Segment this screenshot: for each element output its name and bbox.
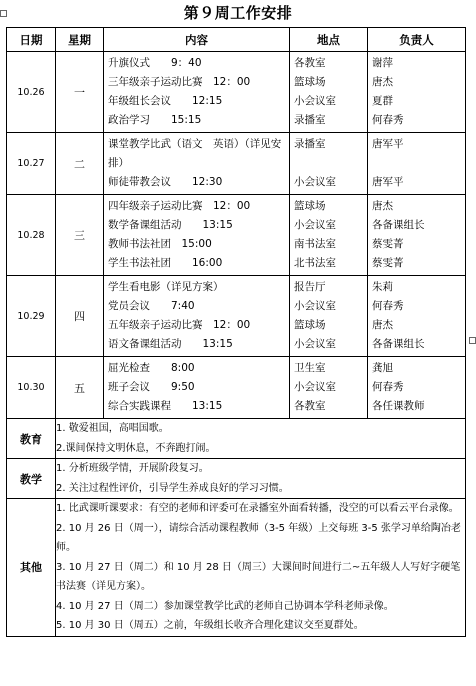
content-cell xyxy=(104,195,290,276)
section-notes xyxy=(56,419,466,459)
person-line: 朱莉 xyxy=(372,281,393,293)
day-row xyxy=(7,52,466,133)
content-list xyxy=(104,52,289,132)
place-cell xyxy=(290,52,368,133)
content-line: 数学备课组活动 13:15 xyxy=(108,219,233,231)
person-line: 唐军平 xyxy=(372,138,404,150)
content-line: 教师书法社团 15:00 xyxy=(108,238,212,250)
place-line: 各教室 xyxy=(294,400,326,412)
place-line: 卫生室 xyxy=(294,362,326,374)
person-line: 何春秀 xyxy=(372,381,404,393)
day-row xyxy=(7,133,466,195)
weekday-cell: 五 xyxy=(56,357,104,419)
note-line: 5. 10 月 30 日（周五）之前，年级组长收齐合理化建议交至夏群处。 xyxy=(56,620,364,631)
person-line: 各备课组长 xyxy=(372,219,425,231)
date-cell: 10.29 xyxy=(7,276,56,357)
content-list xyxy=(104,195,289,275)
place-list xyxy=(290,195,367,275)
place-line: 录播室 xyxy=(294,138,326,150)
person-line: 唐军平 xyxy=(372,176,404,188)
day-row xyxy=(7,357,466,419)
note-line: 2. 关注过程性评价，引导学生养成良好的学习习惯。 xyxy=(56,482,289,494)
header-date: 日期 xyxy=(7,28,56,52)
person-line: 谢萍 xyxy=(372,57,393,69)
header-weekday: 星期 xyxy=(56,28,104,52)
section-notes xyxy=(56,499,466,637)
date-cell: 10.28 xyxy=(7,195,56,276)
content-cell xyxy=(104,133,290,195)
place-line: 南书法室 xyxy=(294,238,336,250)
person-line: 各任课教师 xyxy=(372,400,425,412)
place-cell xyxy=(290,133,368,195)
content-line: 师徒带教会议 12:30 xyxy=(108,176,223,188)
person-line: 唐杰 xyxy=(372,200,393,212)
date-cell: 10.26 xyxy=(7,52,56,133)
content-line: 课堂教学比武（语文 英语）（详见安排） xyxy=(108,138,282,169)
person-list xyxy=(368,52,465,132)
place-line: 小会议室 xyxy=(294,338,336,350)
header-row xyxy=(7,28,466,52)
note-line: 1. 敬爱祖国，高唱国歌。 xyxy=(56,423,169,434)
note-line: 2. 10 月 26 日（周一），请综合活动课程教师（3-5 年级）上交每班 3-5 张学习单给陶冶老师。 xyxy=(56,522,461,553)
note-line: 1. 比武课听课要求：有空的老师和评委可在录播室外面看转播，没空的可以看云平台录像。 xyxy=(56,503,459,514)
content-list xyxy=(104,276,289,356)
person-line: 唐杰 xyxy=(372,76,393,88)
page-title: 第９周工作安排 xyxy=(183,4,293,22)
content-line: 学生书法社团 16:00 xyxy=(108,257,223,269)
place-line: 报告厅 xyxy=(294,281,326,293)
content-line: 班子会议 9:50 xyxy=(108,381,195,393)
person-line: 何春秀 xyxy=(372,114,404,126)
place-list xyxy=(290,276,367,356)
person-cell xyxy=(368,195,466,276)
weekday-cell: 一 xyxy=(56,52,104,133)
note-line: 2.课间保持文明休息，不奔跑打闹。 xyxy=(56,442,216,454)
header-place: 地点 xyxy=(290,28,368,52)
content-line: 四年级亲子运动比赛 12：00 xyxy=(108,200,251,212)
content-cell xyxy=(104,52,290,133)
section-label: 教育 xyxy=(7,419,56,459)
content-line: 语文备课组活动 13:15 xyxy=(108,338,233,350)
place-line: 录播室 xyxy=(294,114,326,126)
header-person: 负责人 xyxy=(368,28,466,52)
content-list xyxy=(104,133,289,194)
weekday-cell: 三 xyxy=(56,195,104,276)
place-line: 各教室 xyxy=(294,57,326,69)
person-list xyxy=(368,276,465,356)
note-line: 3. 10 月 27 日（周二）和 10 月 28 日（周三）大课间时间进行二~五年级人人写好字硬笔书法赛（详见方案）。 xyxy=(56,561,461,592)
note-line: 1. 分析班级学情，开展阶段复习。 xyxy=(56,463,209,474)
note-line: 4. 10 月 27 日（周二）参加课堂教学比武的老师自己协调本学科老师录像。 xyxy=(56,600,394,612)
person-list xyxy=(368,357,465,418)
place-line: 北书法室 xyxy=(294,257,336,269)
place-cell xyxy=(290,276,368,357)
section-label: 其他 xyxy=(7,499,56,637)
content-line: 三年级亲子运动比赛 12：00 xyxy=(108,76,251,88)
person-cell xyxy=(368,276,466,357)
weekday-cell: 二 xyxy=(56,133,104,195)
section-label: 教学 xyxy=(7,459,56,499)
content-line: 屈光检查 8:00 xyxy=(108,362,195,374)
person-cell xyxy=(368,357,466,419)
content-list xyxy=(104,357,289,418)
place-list xyxy=(290,357,367,418)
content-line: 政治学习 15:15 xyxy=(108,114,202,126)
note-row xyxy=(7,499,466,637)
person-cell xyxy=(368,52,466,133)
person-cell xyxy=(368,133,466,195)
place-list xyxy=(290,52,367,132)
content-cell xyxy=(104,276,290,357)
content-line: 年级组长会议 12:15 xyxy=(108,95,223,107)
date-cell: 10.30 xyxy=(7,357,56,419)
note-row xyxy=(7,459,466,499)
place-line: 小会议室 xyxy=(294,95,336,107)
content-line: 学生看电影（详见方案） xyxy=(108,281,224,293)
schedule-table xyxy=(6,27,466,637)
place-cell xyxy=(290,195,368,276)
header-content: 内容 xyxy=(104,28,290,52)
place-line: 小会议室 xyxy=(294,300,336,312)
place-cell xyxy=(290,357,368,419)
content-line: 党员会议 7:40 xyxy=(108,300,195,312)
place-line: 小会议室 xyxy=(294,381,336,393)
person-line: 蔡雯菁 xyxy=(372,257,404,269)
date-cell: 10.27 xyxy=(7,133,56,195)
person-line: 何春秀 xyxy=(372,300,404,312)
place-list xyxy=(290,133,367,194)
day-row xyxy=(7,276,466,357)
note-row xyxy=(7,419,466,459)
person-line: 各备课组长 xyxy=(372,338,425,350)
weekday-cell: 四 xyxy=(56,276,104,357)
place-line: 篮球场 xyxy=(294,76,326,88)
place-line: 小会议室 xyxy=(294,176,336,188)
section-notes xyxy=(56,459,466,499)
table-resize-handle-icon[interactable] xyxy=(469,337,476,344)
person-list xyxy=(368,195,465,275)
person-line: 龚旭 xyxy=(372,362,393,374)
place-line: 篮球场 xyxy=(294,200,326,212)
content-cell xyxy=(104,357,290,419)
place-line: 篮球场 xyxy=(294,319,326,331)
person-line: 夏群 xyxy=(372,95,393,107)
content-line: 五年级亲子运动比赛 12：00 xyxy=(108,319,251,331)
content-line: 升旗仪式 9：40 xyxy=(108,57,202,69)
person-line: 唐杰 xyxy=(372,319,393,331)
place-line: 小会议室 xyxy=(294,219,336,231)
day-row xyxy=(7,195,466,276)
table-move-handle-icon[interactable] xyxy=(0,10,7,17)
person-line: 蔡雯菁 xyxy=(372,238,404,250)
content-line: 综合实践课程 13:15 xyxy=(108,400,223,412)
person-list xyxy=(368,133,465,194)
